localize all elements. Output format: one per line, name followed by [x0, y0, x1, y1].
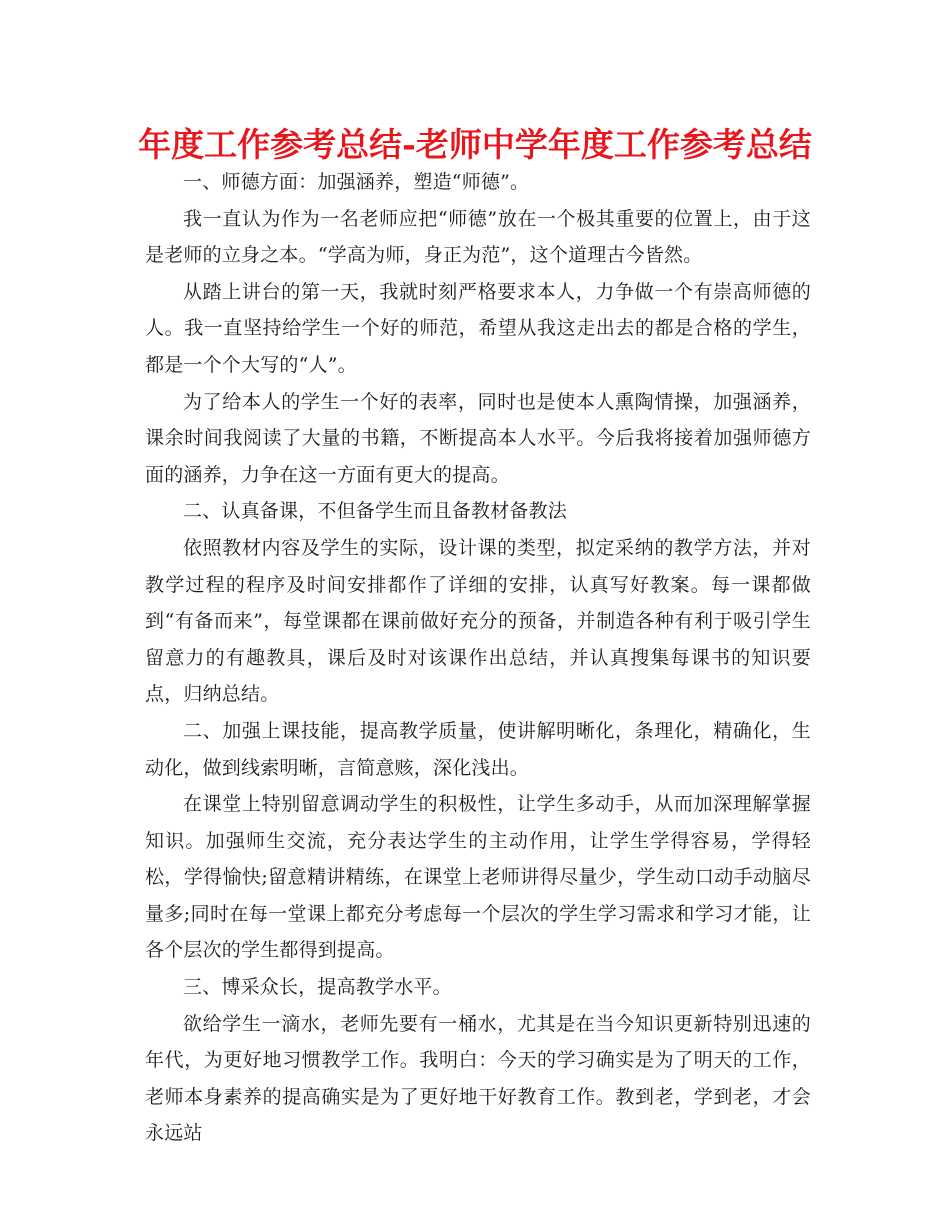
paragraph: 一、师德方面：加强涵养，塑造“师德”。	[183, 171, 530, 193]
paragraph: 从踏上讲台的第一天，我就时刻严格要求本人，力争做一个有崇高师德的人。我一直坚持给学生一个好的师范，希望从我这走出去的都是合格的学生，都是一个个大写的“人”。	[145, 280, 811, 376]
paragraph: 在课堂上特别留意调动学生的积极性，让学生多动手，从而加深理解掌握知识。加强师生交流，充分表达学生的主动作用，让学生学得容易，学得轻松，学得愉快;留意精讲精练，在课堂上老师讲得尽量少，学生动口动手动脑尽量多;同时在每一堂课上都充分考虑每一个层次的学生学习需求和学习才能，让各个层次的学生都得到提高。	[145, 793, 811, 962]
paragraph: 依照教材内容及学生的实际，设计课的类型，拟定采纳的教学方法，并对教学过程的程序及时间安排都作了详细的安排，认真写好教案。每一课都做到“有备而来”，每堂课都在课前做好充分的预备，并制造各种有利于吸引学生留意力的有趣教具，课后及时对该课作出总结，并认真搜集每课书的知识要点，归纳总结。	[145, 536, 811, 706]
paragraph: 我一直认为作为一名老师应把“师德”放在一个极其重要的位置上，由于这是老师的立身之本。“学高为师，身正为范”，这个道理古今皆然。	[145, 207, 811, 267]
paragraph: 为了给本人的学生一个好的表率，同时也是使本人熏陶情操，加强涵养，课余时间我阅读了大量的书籍，不断提高本人水平。今后我将接着加强师德方面的涵养，力争在这一方面有更大的提高。	[145, 390, 811, 486]
paragraph: 二、认真备课，不但备学生而且备教材备教法	[183, 500, 568, 523]
document-title: 年度工作参考总结-老师中学年度工作参考总结	[138, 125, 812, 164]
document-body	[145, 164, 811, 1152]
paragraph: 二、加强上课技能，提高教学质量，使讲解明晰化，条理化，精确化，生动化，做到线索明晰，言简意赅，深化浅出。	[145, 719, 811, 779]
paragraph: 欲给学生一滴水，老师先要有一桶水，尤其是在当今知识更新特别迅速的年代，为更好地习惯教学工作。我明白：今天的学习确实是为了明天的工作，老师本身素养的提高确实是为了更好地干好教育工作。教到老，学到老，才会永远站	[145, 1012, 811, 1145]
paragraph: 三、博采众长，提高教学水平。	[183, 976, 452, 999]
